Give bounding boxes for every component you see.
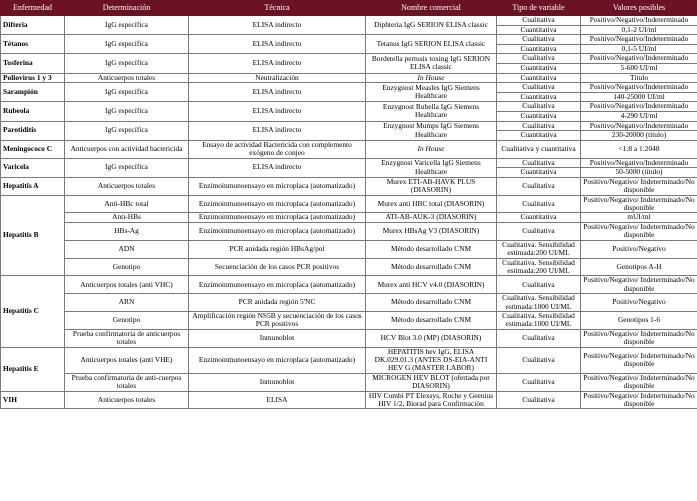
table-cell: IgG específica: [65, 102, 189, 121]
table-cell: Cualitativa. Sensibilidad estimada:1000 UI/ML: [497, 294, 581, 312]
table-cell: Anticuerpos totales: [65, 177, 189, 195]
table-row: [1, 16, 697, 26]
table-cell: Título: [581, 73, 697, 83]
table-cell: ARN: [65, 294, 189, 312]
table-row: [1, 312, 697, 330]
table-cell: Anti-HBs: [65, 213, 189, 223]
table-cell: Cualitativa: [497, 158, 581, 168]
table-cell: Cualitativa: [497, 391, 581, 409]
table-row: [1, 73, 697, 83]
table-cell: IgG específica: [65, 16, 189, 35]
disease-cell: VIH: [1, 391, 65, 409]
table-cell: Enzygnost Mumps IgG Siemens Healthcare: [366, 121, 497, 140]
table-row: [1, 213, 697, 223]
table-cell: Positivo/Negativo/ Indeterminado/No disponible: [581, 347, 697, 373]
table-cell: HCV Blot 3.0 (MP) (DIASORIN): [366, 329, 497, 347]
col-header: Tipo de variable: [497, 1, 581, 16]
table-cell: 50-5000 (título): [581, 168, 697, 178]
disease-cell: Tétanos: [1, 35, 65, 54]
table-cell: 140-25000 UI/ml: [581, 92, 697, 102]
table-row: [1, 121, 697, 131]
table-cell: Enzimoinmunoensayo en microplaca (automatizado): [189, 222, 366, 240]
table-cell: Anticuerpos totales: [65, 391, 189, 409]
table-cell: Ensayo de actividad Bactericida con complemento exógeno de conjeo: [189, 140, 366, 158]
table-cell: Prueba confirmatoria de anti-cuerpos totales: [65, 373, 189, 391]
table-cell: Cualitativa: [497, 16, 581, 26]
table-cell: Enzygnost Varicella IgG Siemens Healthcare: [366, 158, 497, 177]
table-row: [1, 347, 697, 373]
table-cell: In House: [366, 140, 497, 158]
table-row: [1, 294, 697, 312]
disease-cell: Tosferina: [1, 54, 65, 73]
table-cell: IgG específica: [65, 35, 189, 54]
table-cell: ELISA indirecto: [189, 54, 366, 73]
table-cell: HBs-Ag: [65, 222, 189, 240]
col-header: Determinación: [65, 1, 189, 16]
table-cell: Inmunoblot: [189, 373, 366, 391]
table-cell: Cuantitativa: [497, 73, 581, 83]
table-cell: Cualitativa: [497, 54, 581, 64]
table-cell: <1:8 a 1:2048: [581, 140, 697, 158]
table-row: [1, 222, 697, 240]
table-cell: Murex HBsAg V3 (DIASORIN): [366, 222, 497, 240]
table-cell: Prueba confirmatoria de anticuerpos totales: [65, 329, 189, 347]
table-cell: Enzygnost Rubella IgG Siemens Healthcare: [366, 102, 497, 121]
table-cell: Inmunoblot: [189, 329, 366, 347]
table-cell: Positivo/Negativo/Indeterminado: [581, 121, 697, 131]
disease-cell: Poliovirus 1 y 3: [1, 73, 65, 83]
table-row: [1, 140, 697, 158]
disease-cell: Sarampión: [1, 83, 65, 102]
table-cell: 0,1-2 UI/ml: [581, 25, 697, 35]
table-cell: Cuantitativa: [497, 25, 581, 35]
table-cell: Método desarrollado CNM: [366, 258, 497, 276]
table-cell: Positivo/Negativo/ Indeterminado/No disponible: [581, 391, 697, 409]
table-cell: Cualitativa: [497, 347, 581, 373]
table-cell: Cualitativa: [497, 35, 581, 45]
table-cell: Cuantitativa: [497, 168, 581, 178]
table-cell: Cuantitativa: [497, 131, 581, 141]
table-row: [1, 276, 697, 294]
col-header: Técnica: [189, 1, 366, 16]
table-cell: Método desarrollado CNM: [366, 240, 497, 258]
table-cell: Enzimoinmunoensayo en microplaca (automatizado): [189, 195, 366, 213]
col-header: Enfermedad: [1, 1, 65, 16]
table-row: [1, 240, 697, 258]
table-cell: Murex anti HBC total (DIASORIN): [366, 195, 497, 213]
table-cell: Genotipo: [65, 258, 189, 276]
table-cell: Enzimoinmunoensayo en microplaca (automatizado): [189, 347, 366, 373]
table-cell: Anticuerpos con actividad bactericida: [65, 140, 189, 158]
table-cell: Positivo/Negativo/ Indeterminado/No disponible: [581, 177, 697, 195]
disease-cell: Meningococo C: [1, 140, 65, 158]
table-cell: Método desarrollado CNM: [366, 294, 497, 312]
disease-cell: Hepatitis C: [1, 276, 65, 347]
table-row: [1, 258, 697, 276]
table-cell: ELISA indirecto: [189, 16, 366, 35]
table-cell: Cualitativa: [497, 177, 581, 195]
table-row: [1, 158, 697, 168]
disease-cell: Rubeola: [1, 102, 65, 121]
table-cell: Cuantitativa: [497, 44, 581, 54]
table-cell: IgG específica: [65, 54, 189, 73]
table-cell: Método desarrollado CNM: [366, 312, 497, 330]
table-cell: Genotipo: [65, 312, 189, 330]
table-row: [1, 83, 697, 93]
table-cell: Enzimoinmunoensayo en microplaca (automatizado): [189, 177, 366, 195]
col-header: Valores posibles: [581, 1, 697, 16]
disease-cell: Hepatitis E: [1, 347, 65, 391]
disease-cell: Varicela: [1, 158, 65, 177]
table-cell: PCR anidada región 5'NC: [189, 294, 366, 312]
table-cell: ELISA indirecto: [189, 102, 366, 121]
table-cell: Enzygnost Measles IgG Siemens Healthcare: [366, 83, 497, 102]
table-row: [1, 35, 697, 45]
table-cell: Cualitativa: [497, 121, 581, 131]
table-cell: IgG específica: [65, 83, 189, 102]
table-cell: Positivo/Negativo/Indeterminado: [581, 83, 697, 93]
table-row: [1, 373, 697, 391]
table-row: [1, 329, 697, 347]
table-cell: Positivo/Negativo/ Indeterminado/No disponible: [581, 222, 697, 240]
table-cell: ELISA indirecto: [189, 83, 366, 102]
table-cell: Enzimoinmunoensayo en microplaca (automatizado): [189, 276, 366, 294]
table-cell: Neutralización: [189, 73, 366, 83]
table-cell: Cualitativa: [497, 276, 581, 294]
table-cell: Cuantitativa: [497, 92, 581, 102]
table-cell: Cualitativa: [497, 195, 581, 213]
table-cell: 4-290 UI/ml: [581, 111, 697, 121]
table-cell: Tetanus IgG SERION ELISA classic: [366, 35, 497, 54]
table-cell: Genotipos 1-6: [581, 312, 697, 330]
disease-cell: Parotiditis: [1, 121, 65, 140]
table-cell: Positivo/Negativo/Indeterminado: [581, 102, 697, 112]
table-cell: Amplificación región NS5B y secuenciación de los casos PCR positivos: [189, 312, 366, 330]
table-cell: Murex ETI-AB-HAVK PLUS (DIASORIN): [366, 177, 497, 195]
table-cell: Positivo/Negativo/Indeterminado: [581, 158, 697, 168]
table-cell: ADN: [65, 240, 189, 258]
table-cell: 5-600 UI/ml: [581, 63, 697, 73]
table-cell: Anti-HBc total: [65, 195, 189, 213]
table-cell: Cualitativa. Sensibilidad estimada:1000 UI/ML: [497, 312, 581, 330]
table-row: [1, 391, 697, 409]
table-cell: HEPATITIS hev IgG, ELISA DK.029.01.3 (ANTES DS-EIA-ANTI HEV G (MASTER LABOR): [366, 347, 497, 373]
table-cell: Anticuerpos totales: [65, 73, 189, 83]
table-cell: Positivo/Negativo: [581, 294, 697, 312]
table-cell: Positivo/Negativo/ Indeterminado/No disponible: [581, 329, 697, 347]
table-cell: PCR anidada región HBsAg/pol: [189, 240, 366, 258]
table-cell: Positivo/Negativo/Indeterminado: [581, 16, 697, 26]
table-cell: Cualitativa. Sensibilidad estimada:200 UI/ML: [497, 240, 581, 258]
table-cell: Positivo/Negativo/Indeterminado: [581, 54, 697, 64]
table-cell: Cuantitativa: [497, 213, 581, 223]
disease-cell: Difteria: [1, 16, 65, 35]
table-cell: In House: [366, 73, 497, 83]
table-row: [1, 54, 697, 64]
table-cell: Anticuerpos totales (anti VHE): [65, 347, 189, 373]
table-cell: MICROGEN HEV BLOT (ofertada por DIASORIN): [366, 373, 497, 391]
table-cell: Cualitativa y cuantitativa: [497, 140, 581, 158]
table-row: [1, 102, 697, 112]
table-cell: Diphteria IgG SERION ELISA classic: [366, 16, 497, 35]
table-row: [1, 177, 697, 195]
table-cell: ELISA indirecto: [189, 35, 366, 54]
table-cell: Positivo/Negativo/Indeterminado: [581, 35, 697, 45]
table-cell: 0,1-5 UI/ml: [581, 44, 697, 54]
table-cell: Cualitativa: [497, 222, 581, 240]
table-cell: IgG específica: [65, 158, 189, 177]
table-cell: Genotipos A-H: [581, 258, 697, 276]
table-cell: Secuenciación de los casos PCR positivos: [189, 258, 366, 276]
table-cell: Positivo/Negativo/ Indeterminado/No disponible: [581, 276, 697, 294]
table-cell: Cuantitativa: [497, 111, 581, 121]
table-cell: mUI/ml: [581, 213, 697, 223]
table-cell: HIV Combi PT Elexsys, Roche y Geenius HIV 1/2, Biorad para Confirmación: [366, 391, 497, 409]
table-cell: ATI-AB-AUK-3 (DIASORIN): [366, 213, 497, 223]
table-cell: Bordetella pertusis toxing IgG SERION ELISA classic: [366, 54, 497, 73]
table-cell: 230-20000 (título): [581, 131, 697, 141]
disease-cell: Hepatitis B: [1, 195, 65, 276]
table-cell: Positivo/Negativo/ Indeterminado/No disponible: [581, 195, 697, 213]
table-cell: Cuantitativa: [497, 63, 581, 73]
table-cell: ELISA indirecto: [189, 158, 366, 177]
table-cell: Cualitativa: [497, 102, 581, 112]
table-cell: Murex anti HCV v4.0 (DIASORIN): [366, 276, 497, 294]
table-cell: Cualitativa: [497, 373, 581, 391]
table-cell: Anticuerpos totales (anti VHC): [65, 276, 189, 294]
table-cell: ELISA indirecto: [189, 121, 366, 140]
table-cell: Enzimoinmunoensayo en microplaca (automatizado): [189, 213, 366, 223]
table-cell: Positivo/Negativo: [581, 240, 697, 258]
table-cell: Cualitativa. Sensibilidad estimada:200 UI/ML: [497, 258, 581, 276]
table-cell: Cualitativa: [497, 83, 581, 93]
table-cell: Cualitativa: [497, 329, 581, 347]
table-cell: IgG específica: [65, 121, 189, 140]
table-row: [1, 195, 697, 213]
col-header: Nombre comercial: [366, 1, 497, 16]
disease-cell: Hepatitis A: [1, 177, 65, 195]
table-cell: ELISA: [189, 391, 366, 409]
table-cell: Positivo/Negativo/ Indeterminado/No disponible: [581, 373, 697, 391]
header-row: [1, 1, 697, 16]
